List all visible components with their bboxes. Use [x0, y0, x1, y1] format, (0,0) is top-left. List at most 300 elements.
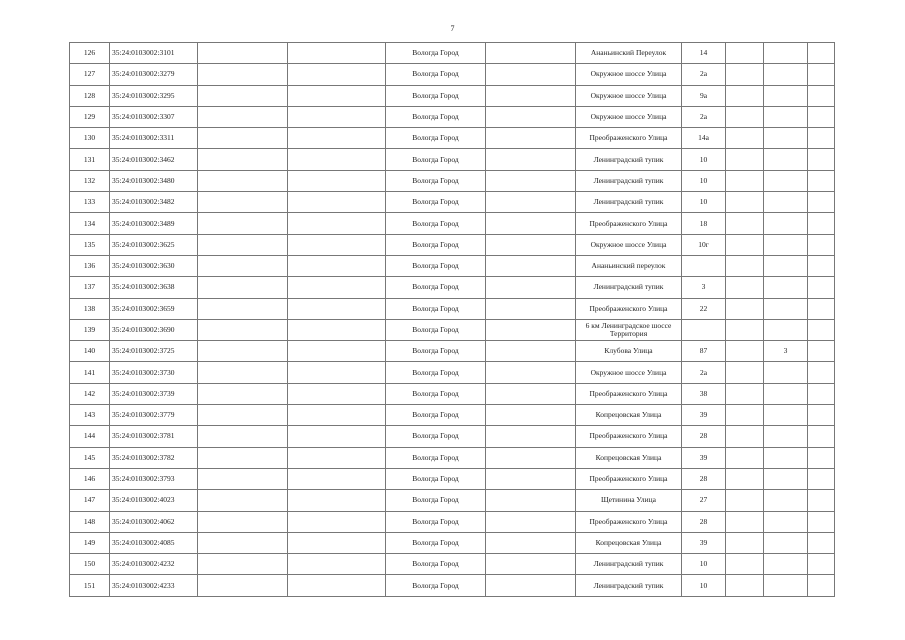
empty-cell: [726, 43, 764, 64]
empty-cell: [808, 383, 835, 404]
empty-cell: [288, 554, 386, 575]
empty-cell: [486, 511, 576, 532]
cadastral-number-cell: 35:24:0103002:3295: [110, 85, 198, 106]
table-row: [70, 511, 835, 532]
empty-cell: [808, 532, 835, 553]
city-cell: Вологда Город: [386, 532, 486, 553]
house-number-cell: 27: [682, 490, 726, 511]
table-row: [70, 490, 835, 511]
empty-cell: [288, 106, 386, 127]
empty-cell: [486, 468, 576, 489]
city-cell: Вологда Город: [386, 234, 486, 255]
house-number-cell: 10: [682, 149, 726, 170]
city-cell: Вологда Город: [386, 170, 486, 191]
cadastral-number-cell: 35:24:0103002:3307: [110, 106, 198, 127]
table-row: [70, 319, 835, 340]
city-cell: Вологда Город: [386, 298, 486, 319]
row-number-cell: 146: [70, 468, 110, 489]
empty-cell: [198, 383, 288, 404]
empty-cell: [288, 532, 386, 553]
empty-cell: [198, 426, 288, 447]
house-number-cell: 10г: [682, 234, 726, 255]
house-number-cell: 3: [682, 277, 726, 298]
empty-cell: [288, 213, 386, 234]
extra-number-cell: [764, 554, 808, 575]
row-number-cell: 126: [70, 43, 110, 64]
empty-cell: [726, 468, 764, 489]
cadastral-number-cell: 35:24:0103002:3659: [110, 298, 198, 319]
empty-cell: [808, 234, 835, 255]
table-row: [70, 532, 835, 553]
empty-cell: [198, 554, 288, 575]
empty-cell: [198, 405, 288, 426]
street-cell: Преображенского Улица: [576, 298, 682, 319]
row-number-cell: 150: [70, 554, 110, 575]
row-number-cell: 140: [70, 341, 110, 362]
street-cell: Ленинградский тупик: [576, 575, 682, 596]
empty-cell: [726, 149, 764, 170]
street-cell: Копрецовская Улица: [576, 447, 682, 468]
extra-number-cell: [764, 362, 808, 383]
street-cell: Преображенского Улица: [576, 128, 682, 149]
street-cell: Ленинградский тупик: [576, 277, 682, 298]
empty-cell: [198, 192, 288, 213]
street-cell: Преображенского Улица: [576, 383, 682, 404]
empty-cell: [808, 298, 835, 319]
table-row: [70, 341, 835, 362]
table-row: [70, 128, 835, 149]
empty-cell: [726, 554, 764, 575]
empty-cell: [808, 170, 835, 191]
empty-cell: [288, 575, 386, 596]
empty-cell: [726, 213, 764, 234]
empty-cell: [486, 426, 576, 447]
empty-cell: [808, 554, 835, 575]
empty-cell: [808, 277, 835, 298]
cadastral-number-cell: 35:24:0103002:4232: [110, 554, 198, 575]
house-number-cell: 39: [682, 532, 726, 553]
empty-cell: [726, 447, 764, 468]
city-cell: Вологда Город: [386, 554, 486, 575]
empty-cell: [726, 64, 764, 85]
empty-cell: [726, 383, 764, 404]
empty-cell: [726, 319, 764, 340]
extra-number-cell: [764, 383, 808, 404]
empty-cell: [486, 192, 576, 213]
empty-cell: [198, 511, 288, 532]
city-cell: Вологда Город: [386, 213, 486, 234]
street-cell: Ананьинский Переулок: [576, 43, 682, 64]
table-row: [70, 170, 835, 191]
house-number-cell: 10: [682, 575, 726, 596]
extra-number-cell: [764, 255, 808, 276]
row-number-cell: 145: [70, 447, 110, 468]
row-number-cell: 148: [70, 511, 110, 532]
table-row: [70, 64, 835, 85]
empty-cell: [486, 298, 576, 319]
extra-number-cell: [764, 43, 808, 64]
row-number-cell: 137: [70, 277, 110, 298]
empty-cell: [726, 298, 764, 319]
house-number-cell: 10: [682, 170, 726, 191]
extra-number-cell: [764, 149, 808, 170]
empty-cell: [288, 255, 386, 276]
empty-cell: [726, 426, 764, 447]
empty-cell: [726, 277, 764, 298]
city-cell: Вологда Город: [386, 43, 486, 64]
empty-cell: [198, 234, 288, 255]
cadastral-number-cell: 35:24:0103002:3480: [110, 170, 198, 191]
cadastral-number-cell: 35:24:0103002:3311: [110, 128, 198, 149]
street-cell: Окружное шоссе Улица: [576, 362, 682, 383]
street-cell: Преображенского Улица: [576, 511, 682, 532]
empty-cell: [288, 149, 386, 170]
empty-cell: [288, 319, 386, 340]
cadastral-number-cell: 35:24:0103002:3781: [110, 426, 198, 447]
extra-number-cell: [764, 213, 808, 234]
house-number-cell: 39: [682, 405, 726, 426]
empty-cell: [726, 490, 764, 511]
extra-number-cell: [764, 532, 808, 553]
empty-cell: [726, 341, 764, 362]
city-cell: Вологда Город: [386, 64, 486, 85]
empty-cell: [808, 255, 835, 276]
table-row: [70, 213, 835, 234]
empty-cell: [198, 319, 288, 340]
cadastral-number-cell: 35:24:0103002:3462: [110, 149, 198, 170]
empty-cell: [198, 341, 288, 362]
house-number-cell: 28: [682, 511, 726, 532]
table-row: [70, 43, 835, 64]
extra-number-cell: [764, 511, 808, 532]
house-number-cell: 28: [682, 426, 726, 447]
row-number-cell: 133: [70, 192, 110, 213]
empty-cell: [198, 213, 288, 234]
extra-number-cell: [764, 405, 808, 426]
row-number-cell: 134: [70, 213, 110, 234]
extra-number-cell: [764, 64, 808, 85]
house-number-cell: 2а: [682, 362, 726, 383]
empty-cell: [486, 405, 576, 426]
house-number-cell: 10: [682, 192, 726, 213]
empty-cell: [726, 192, 764, 213]
empty-cell: [198, 362, 288, 383]
cadastral-number-cell: 35:24:0103002:3482: [110, 192, 198, 213]
empty-cell: [486, 383, 576, 404]
empty-cell: [726, 405, 764, 426]
empty-cell: [486, 106, 576, 127]
table-row: [70, 298, 835, 319]
empty-cell: [808, 319, 835, 340]
row-number-cell: 130: [70, 128, 110, 149]
empty-cell: [486, 128, 576, 149]
street-cell: Ленинградский тупик: [576, 170, 682, 191]
empty-cell: [288, 447, 386, 468]
house-number-cell: 14а: [682, 128, 726, 149]
city-cell: Вологда Город: [386, 447, 486, 468]
house-number-cell: 18: [682, 213, 726, 234]
table-row: [70, 426, 835, 447]
empty-cell: [198, 277, 288, 298]
cadastral-number-cell: 35:24:0103002:3690: [110, 319, 198, 340]
street-cell: Ленинградский тупик: [576, 149, 682, 170]
empty-cell: [726, 575, 764, 596]
cadastral-number-cell: 35:24:0103002:3779: [110, 405, 198, 426]
empty-cell: [288, 43, 386, 64]
house-number-cell: 14: [682, 43, 726, 64]
cadastral-number-cell: 35:24:0103002:3638: [110, 277, 198, 298]
house-number-cell: 38: [682, 383, 726, 404]
empty-cell: [198, 447, 288, 468]
empty-cell: [486, 234, 576, 255]
table-row: [70, 106, 835, 127]
city-cell: Вологда Город: [386, 128, 486, 149]
empty-cell: [808, 426, 835, 447]
street-cell: Преображенского Улица: [576, 426, 682, 447]
empty-cell: [198, 575, 288, 596]
empty-cell: [486, 255, 576, 276]
extra-number-cell: [764, 426, 808, 447]
empty-cell: [808, 192, 835, 213]
empty-cell: [808, 85, 835, 106]
empty-cell: [808, 490, 835, 511]
empty-cell: [198, 128, 288, 149]
cadastral-number-cell: 35:24:0103002:3630: [110, 255, 198, 276]
empty-cell: [808, 149, 835, 170]
cadastral-number-cell: 35:24:0103002:3793: [110, 468, 198, 489]
empty-cell: [486, 64, 576, 85]
empty-cell: [486, 362, 576, 383]
house-number-cell: 39: [682, 447, 726, 468]
empty-cell: [808, 128, 835, 149]
empty-cell: [198, 43, 288, 64]
city-cell: Вологда Город: [386, 149, 486, 170]
table-row: [70, 383, 835, 404]
empty-cell: [288, 490, 386, 511]
empty-cell: [288, 85, 386, 106]
empty-cell: [486, 149, 576, 170]
city-cell: Вологда Город: [386, 426, 486, 447]
table-row: [70, 362, 835, 383]
extra-number-cell: 3: [764, 341, 808, 362]
street-cell: Окружное шоссе Улица: [576, 85, 682, 106]
extra-number-cell: [764, 234, 808, 255]
empty-cell: [288, 511, 386, 532]
empty-cell: [288, 383, 386, 404]
empty-cell: [288, 341, 386, 362]
street-cell: Щетинина Улица: [576, 490, 682, 511]
empty-cell: [726, 170, 764, 191]
row-number-cell: 149: [70, 532, 110, 553]
extra-number-cell: [764, 170, 808, 191]
cadastral-number-cell: 35:24:0103002:3730: [110, 362, 198, 383]
house-number-cell: [682, 319, 726, 340]
city-cell: Вологда Город: [386, 277, 486, 298]
city-cell: Вологда Город: [386, 383, 486, 404]
row-number-cell: 141: [70, 362, 110, 383]
row-number-cell: 135: [70, 234, 110, 255]
street-cell: Копрецовская Улица: [576, 405, 682, 426]
extra-number-cell: [764, 490, 808, 511]
empty-cell: [808, 64, 835, 85]
extra-number-cell: [764, 106, 808, 127]
empty-cell: [808, 362, 835, 383]
cadastral-number-cell: 35:24:0103002:3739: [110, 383, 198, 404]
page-number: 7: [450, 24, 455, 33]
street-cell: Окружное шоссе Улица: [576, 64, 682, 85]
empty-cell: [198, 85, 288, 106]
cadastral-number-cell: 35:24:0103002:3279: [110, 64, 198, 85]
empty-cell: [198, 532, 288, 553]
cadastral-number-cell: 35:24:0103002:3101: [110, 43, 198, 64]
row-number-cell: 128: [70, 85, 110, 106]
empty-cell: [198, 255, 288, 276]
street-cell: Клубова Улица: [576, 341, 682, 362]
street-cell: 6 км Ленинградское шоссе Территория: [576, 319, 682, 340]
table-row: [70, 277, 835, 298]
empty-cell: [726, 85, 764, 106]
empty-cell: [198, 298, 288, 319]
extra-number-cell: [764, 575, 808, 596]
empty-cell: [486, 43, 576, 64]
house-number-cell: 9а: [682, 85, 726, 106]
extra-number-cell: [764, 468, 808, 489]
empty-cell: [486, 213, 576, 234]
empty-cell: [198, 468, 288, 489]
empty-cell: [486, 575, 576, 596]
house-number-cell: 2а: [682, 64, 726, 85]
row-number-cell: 147: [70, 490, 110, 511]
empty-cell: [808, 341, 835, 362]
row-number-cell: 131: [70, 149, 110, 170]
cadastral-number-cell: 35:24:0103002:3782: [110, 447, 198, 468]
extra-number-cell: [764, 277, 808, 298]
empty-cell: [288, 362, 386, 383]
city-cell: Вологда Город: [386, 490, 486, 511]
table-row: [70, 85, 835, 106]
cadastral-number-cell: 35:24:0103002:4062: [110, 511, 198, 532]
empty-cell: [808, 405, 835, 426]
table-row: [70, 554, 835, 575]
empty-cell: [808, 447, 835, 468]
table-row: [70, 575, 835, 596]
empty-cell: [288, 170, 386, 191]
city-cell: Вологда Город: [386, 255, 486, 276]
empty-cell: [198, 149, 288, 170]
empty-cell: [726, 255, 764, 276]
empty-cell: [486, 277, 576, 298]
empty-cell: [726, 234, 764, 255]
street-cell: Ленинградский тупик: [576, 554, 682, 575]
table-row: [70, 234, 835, 255]
street-cell: Копрецовская Улица: [576, 532, 682, 553]
empty-cell: [288, 426, 386, 447]
city-cell: Вологда Город: [386, 85, 486, 106]
empty-cell: [726, 128, 764, 149]
table-row: [70, 405, 835, 426]
street-cell: Окружное шоссе Улица: [576, 106, 682, 127]
empty-cell: [726, 532, 764, 553]
empty-cell: [486, 170, 576, 191]
city-cell: Вологда Город: [386, 319, 486, 340]
empty-cell: [198, 64, 288, 85]
cadastral-number-cell: 35:24:0103002:4023: [110, 490, 198, 511]
house-number-cell: 87: [682, 341, 726, 362]
empty-cell: [486, 490, 576, 511]
row-number-cell: 143: [70, 405, 110, 426]
house-number-cell: 22: [682, 298, 726, 319]
table-row: [70, 468, 835, 489]
extra-number-cell: [764, 192, 808, 213]
empty-cell: [808, 43, 835, 64]
extra-number-cell: [764, 447, 808, 468]
extra-number-cell: [764, 85, 808, 106]
property-registry-table: [69, 42, 835, 597]
empty-cell: [808, 106, 835, 127]
empty-cell: [486, 532, 576, 553]
city-cell: Вологда Город: [386, 468, 486, 489]
cadastral-number-cell: 35:24:0103002:4233: [110, 575, 198, 596]
street-cell: Окружное шоссе Улица: [576, 234, 682, 255]
row-number-cell: 132: [70, 170, 110, 191]
house-number-cell: 2а: [682, 106, 726, 127]
city-cell: Вологда Город: [386, 362, 486, 383]
row-number-cell: 144: [70, 426, 110, 447]
empty-cell: [288, 128, 386, 149]
empty-cell: [198, 170, 288, 191]
empty-cell: [288, 468, 386, 489]
row-number-cell: 138: [70, 298, 110, 319]
house-number-cell: 10: [682, 554, 726, 575]
table-row: [70, 255, 835, 276]
empty-cell: [486, 554, 576, 575]
house-number-cell: 28: [682, 468, 726, 489]
row-number-cell: 139: [70, 319, 110, 340]
extra-number-cell: [764, 128, 808, 149]
city-cell: Вологда Город: [386, 192, 486, 213]
table-row: [70, 192, 835, 213]
cadastral-number-cell: 35:24:0103002:3489: [110, 213, 198, 234]
cadastral-number-cell: 35:24:0103002:3625: [110, 234, 198, 255]
street-cell: Преображенского Улица: [576, 213, 682, 234]
empty-cell: [726, 511, 764, 532]
extra-number-cell: [764, 319, 808, 340]
empty-cell: [808, 213, 835, 234]
city-cell: Вологда Город: [386, 106, 486, 127]
city-cell: Вологда Город: [386, 511, 486, 532]
cadastral-number-cell: 35:24:0103002:3725: [110, 341, 198, 362]
row-number-cell: 136: [70, 255, 110, 276]
empty-cell: [288, 192, 386, 213]
empty-cell: [198, 490, 288, 511]
empty-cell: [288, 234, 386, 255]
cadastral-number-cell: 35:24:0103002:4085: [110, 532, 198, 553]
table-row: [70, 149, 835, 170]
city-cell: Вологда Город: [386, 341, 486, 362]
empty-cell: [726, 362, 764, 383]
empty-cell: [486, 341, 576, 362]
empty-cell: [486, 447, 576, 468]
empty-cell: [808, 468, 835, 489]
city-cell: Вологда Город: [386, 405, 486, 426]
row-number-cell: 142: [70, 383, 110, 404]
house-number-cell: [682, 255, 726, 276]
empty-cell: [288, 298, 386, 319]
empty-cell: [808, 511, 835, 532]
row-number-cell: 129: [70, 106, 110, 127]
empty-cell: [808, 575, 835, 596]
row-number-cell: 151: [70, 575, 110, 596]
